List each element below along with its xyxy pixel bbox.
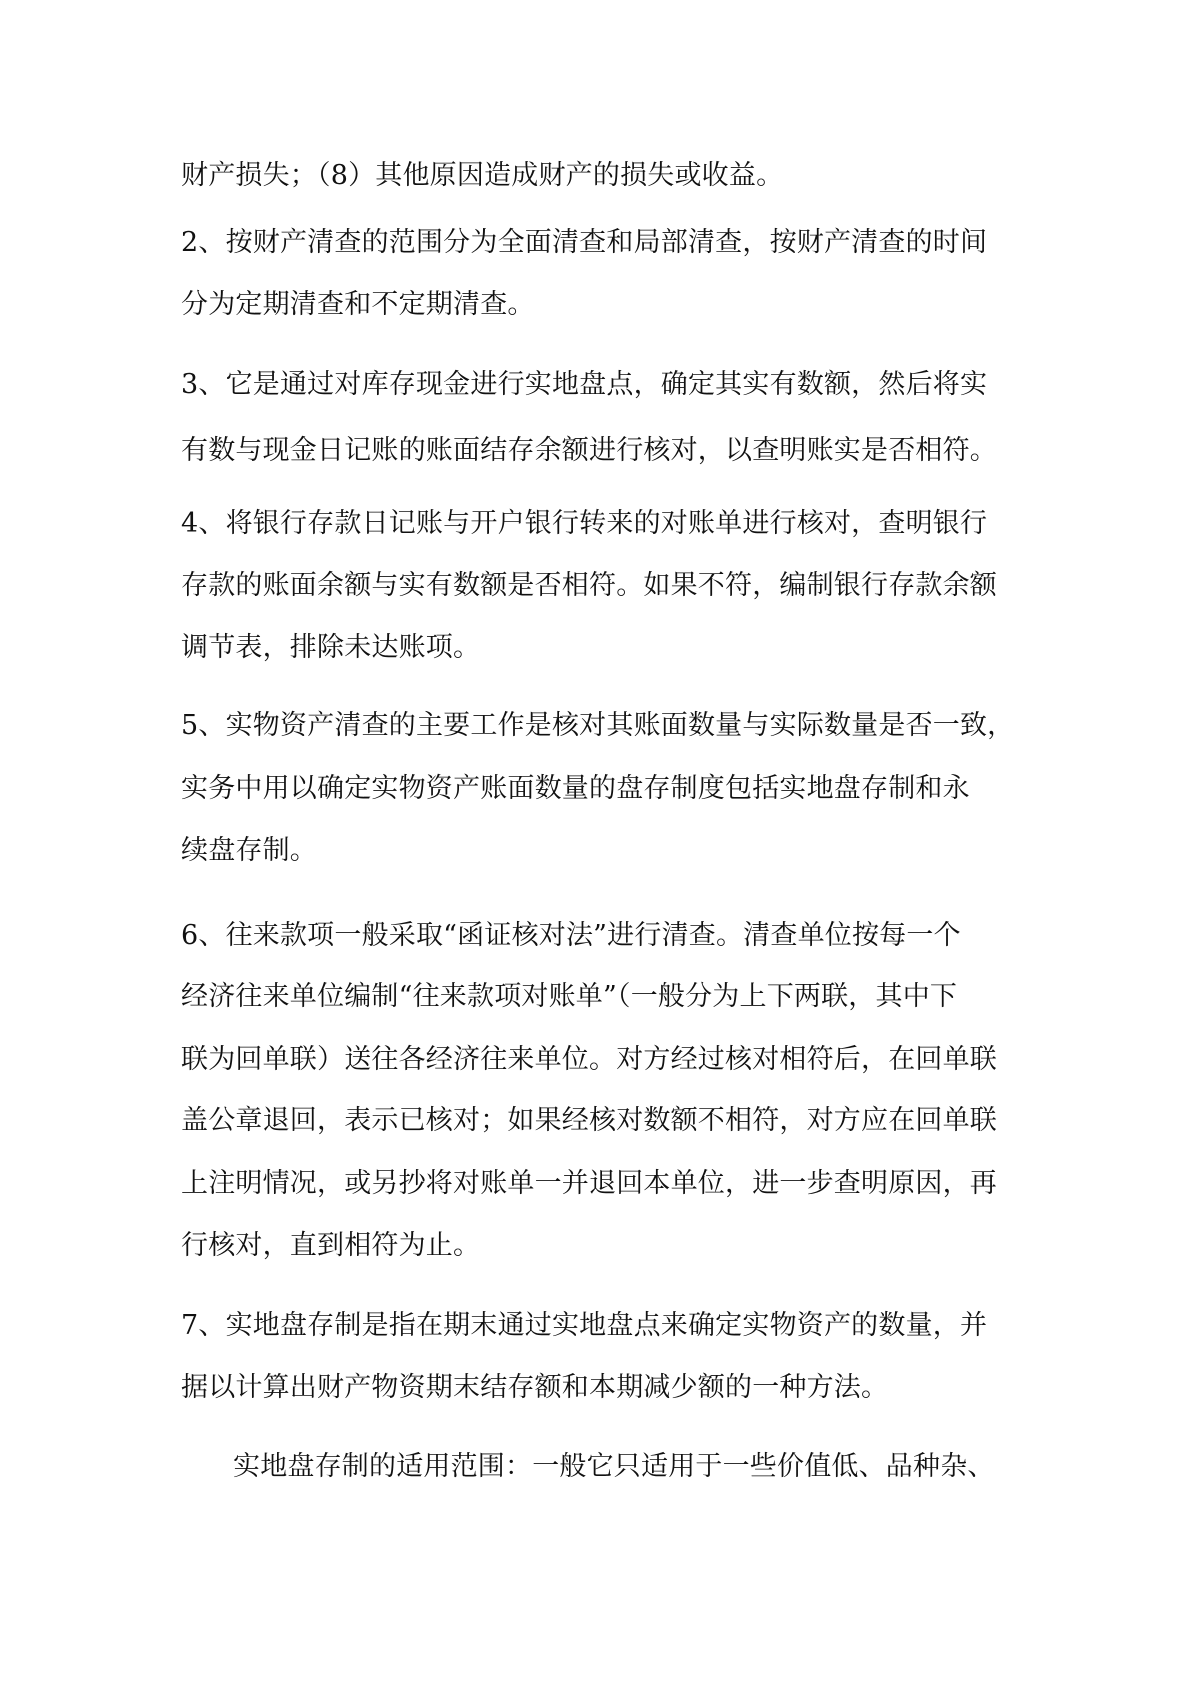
- text-line: 经济往来单位编制“往来款项对账单”（一般分为上下两联，其中下: [181, 981, 958, 1012]
- text-line: 续盘存制。: [181, 835, 317, 866]
- text-line: 分为定期清查和不定期清查。: [181, 289, 535, 320]
- text-line: 3、它是通过对库存现金进行实地盘点，确定其实有数额，然后将实: [181, 369, 988, 400]
- text-line: 有数与现金日记账的账面结存余额进行核对，以查明账实是否相符。: [181, 435, 997, 466]
- text-line: 存款的账面余额与实有数额是否相符。如果不符，编制银行存款余额: [181, 570, 997, 601]
- text-line: 实地盘存制的适用范围：一般它只适用于一些价值低、品种杂、: [233, 1451, 995, 1482]
- text-line: 上注明情况，或另抄将对账单一并退回本单位，进一步查明原因，再: [181, 1168, 997, 1199]
- text-line: 5、实物资产清查的主要工作是核对其账面数量与实际数量是否一致，: [181, 710, 1015, 741]
- text-line: 实务中用以确定实物资产账面数量的盘存制度包括实地盘存制和永: [181, 773, 970, 804]
- text-line: 据以计算出财产物资期末结存额和本期减少额的一种方法。: [181, 1372, 889, 1403]
- text-line: 7、实地盘存制是指在期末通过实地盘点来确定实物资产的数量，并: [181, 1310, 988, 1341]
- text-line: 6、往来款项一般采取“函证核对法”进行清查。清查单位按每一个: [181, 920, 961, 951]
- text-line: 4、将银行存款日记账与开户银行转来的对账单进行核对，查明银行: [181, 508, 988, 539]
- text-line: 调节表，排除未达账项。: [181, 632, 481, 663]
- text-line: 财产损失；（8）其他原因造成财产的损失或收益。: [181, 160, 784, 191]
- text-line: 行核对，直到相符为止。: [181, 1230, 481, 1261]
- text-line: 联为回单联）送往各经济往来单位。对方经过核对相符后，在回单联: [181, 1044, 997, 1075]
- text-line: 盖公章退回，表示已核对；如果经核对数额不相符，对方应在回单联: [181, 1105, 997, 1136]
- text-line: 2、按财产清查的范围分为全面清查和局部清查，按财产清查的时间: [181, 227, 988, 258]
